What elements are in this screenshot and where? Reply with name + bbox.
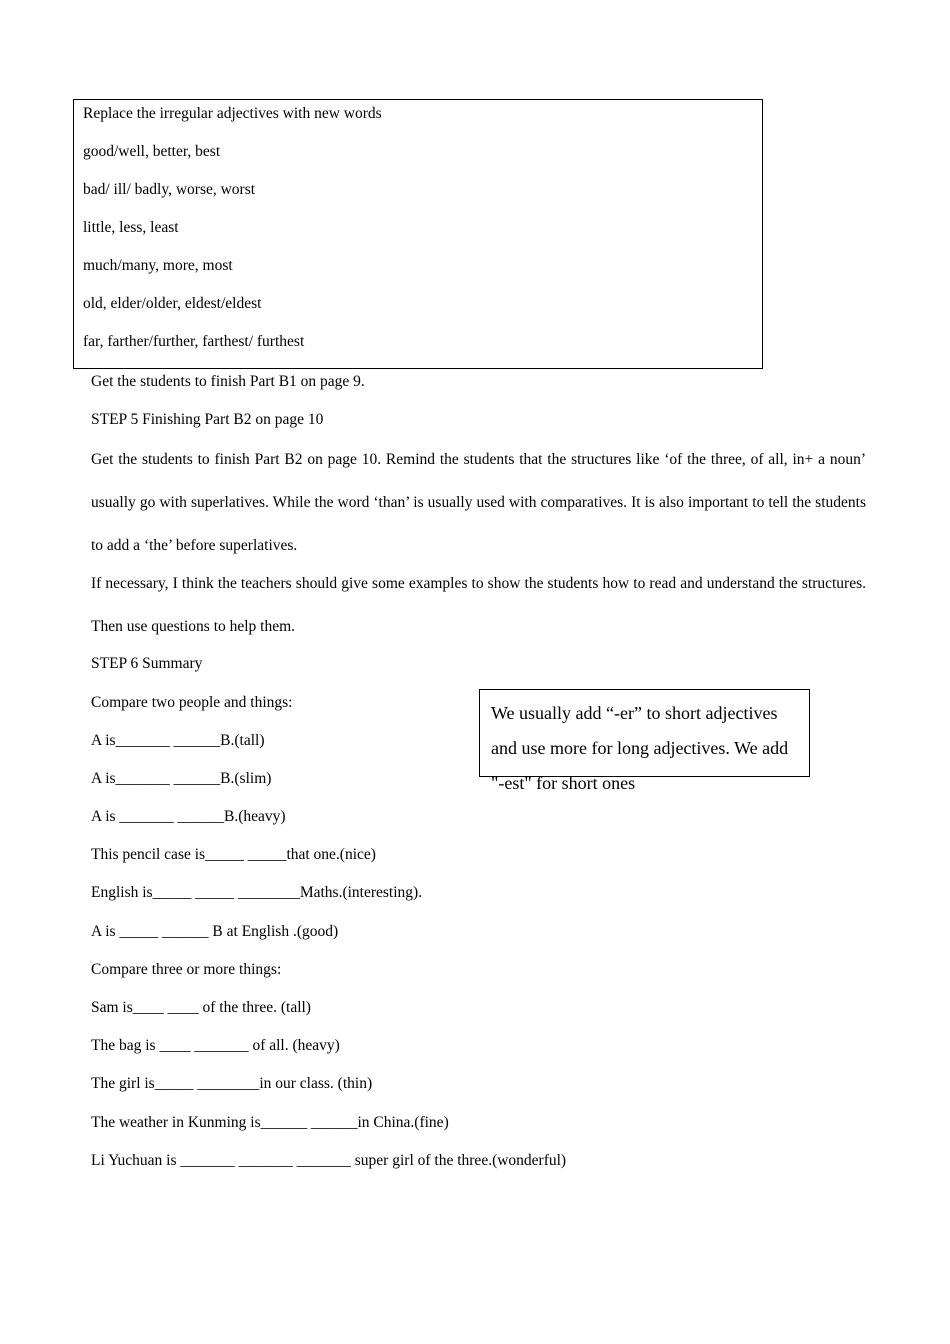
step4-task-line: Get the students to finish Part B1 on page 9. [91, 373, 365, 390]
exercise-line: Li Yuchuan is _______ _______ _______ super girl of the three.(wonderful) [91, 1152, 567, 1169]
irregular-adjectives-box [73, 99, 763, 369]
adjective-row-little: little, less, least [83, 219, 179, 236]
exercise-line: The girl is_____ ________in our class. (thin) [91, 1075, 373, 1092]
exercise-line: The weather in Kunming is______ ______in China.(fine) [91, 1114, 449, 1131]
exercise-line: A is_______ ______B.(tall) [91, 732, 265, 749]
comparative-note-box [479, 689, 810, 793]
exercise-line: Sam is____ ____ of the three. (tall) [91, 999, 311, 1016]
adjectives-box-title: Replace the irregular adjectives with new words [83, 105, 382, 122]
exercise-line: The bag is ____ _______ of all. (heavy) [91, 1037, 340, 1054]
adjective-row-far: far, farther/further, farthest/ furthest [83, 333, 305, 350]
step6-heading: STEP 6 Summary [91, 655, 203, 672]
adjective-row-good: good/well, better, best [83, 143, 221, 160]
step5-paragraph: Get the students to finish Part B2 on page 10. Remind the students that the structures like ‘of the three, of all, in+ a noun’ usually go with superlatives. While the word ‘than’ is usually used with comparatives. It is also important to tell the students to add a ‘the’ before superlatives. [91, 451, 866, 554]
teacher-paragraph: If necessary, I think the teachers should give some examples to show the students how to read and understand the structures. Then use questions to help them. [91, 575, 866, 635]
exercise-line: This pencil case is_____ _____that one.(nice) [91, 846, 376, 863]
adjective-row-much: much/many, more, most [83, 257, 233, 274]
exercise-line: A is _______ ______B.(heavy) [91, 808, 286, 825]
step5-heading: STEP 5 Finishing Part B2 on page 10 [91, 411, 324, 428]
compare-three-heading: Compare three or more things: [91, 961, 282, 978]
compare-two-heading: Compare two people and things: [91, 694, 293, 711]
exercise-line: A is _____ ______ B at English .(good) [91, 923, 339, 940]
adjective-row-old: old, elder/older, eldest/eldest [83, 295, 262, 312]
comparative-note-text: We usually add “-er” to short adjectives and use more for long adjectives. We add "-est" for short ones [491, 703, 789, 793]
exercise-line: English is_____ _____ ________Maths.(interesting). [91, 884, 423, 901]
adjective-row-bad: bad/ ill/ badly, worse, worst [83, 181, 256, 198]
exercise-line: A is_______ ______B.(slim) [91, 770, 272, 787]
